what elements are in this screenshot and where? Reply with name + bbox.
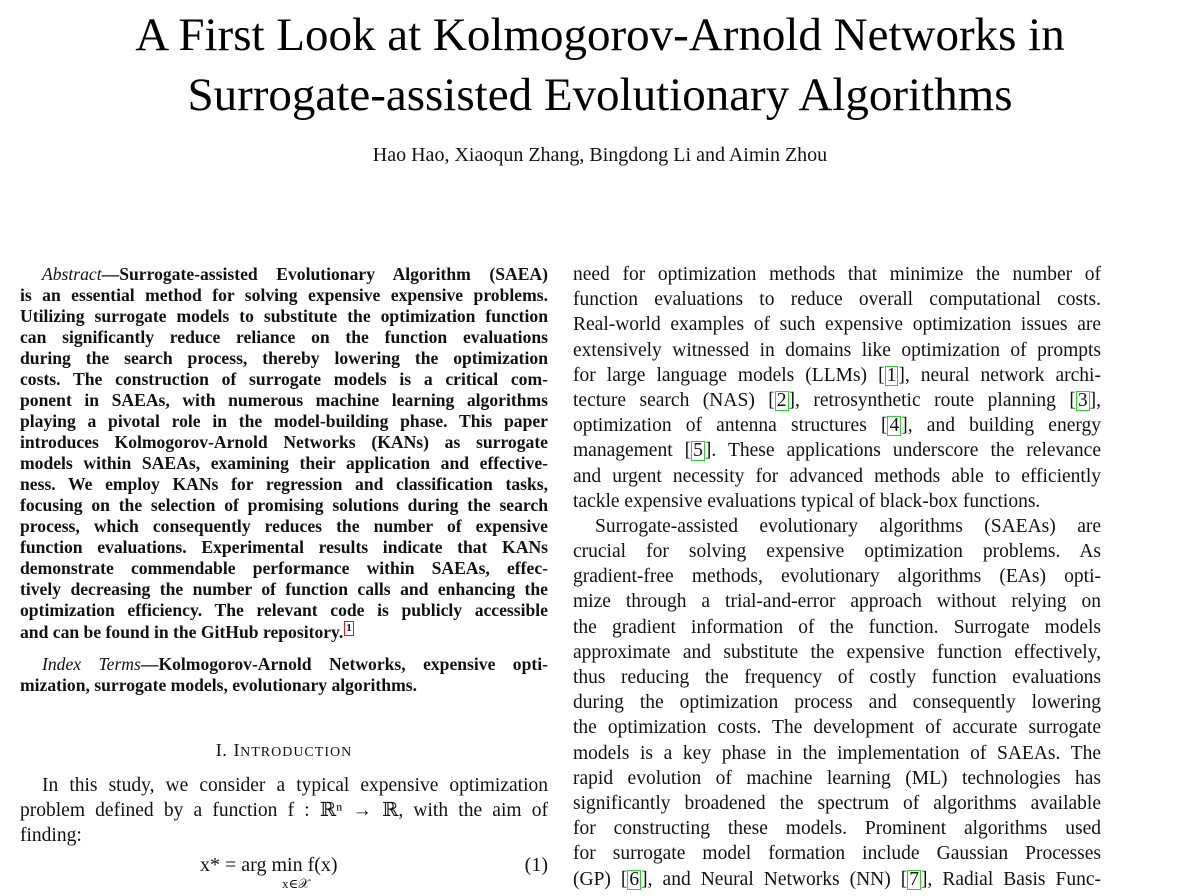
abstract-line [20, 285, 548, 306]
abstract-text: playing a pivotal role in the model-building phase. This paper [20, 411, 548, 431]
section-title-initial: I [233, 740, 241, 760]
abstract-text: models within SAEAs, examining their application and effective- [20, 453, 548, 473]
intro-line-3: finding: [20, 825, 82, 846]
paragraph-line [573, 388, 1101, 413]
paragraph-text: ]. These applications underscore the relevance [704, 440, 1101, 462]
abstract-text: can significantly reduce reliance on the function evaluations [20, 327, 548, 347]
abstract-text: focusing on the selection of promising solutions during the search [20, 495, 548, 515]
abstract-line [20, 369, 548, 390]
abstract-line [20, 306, 548, 327]
paragraph-line: extensively witnessed in domains like optimization of prompts [573, 339, 1101, 361]
paper-title-line2: Surrogate-assisted Evolutionary Algorithms [187, 69, 1013, 121]
abstract-text: and can be found in the GitHub repository. [20, 621, 344, 642]
paragraph-text: (GP) [ [573, 868, 628, 890]
abstract [20, 264, 548, 642]
paragraph-text: ], Radial Basis Func- [920, 868, 1101, 890]
abstract-text: demonstrate commendable performance within SAEAs, effec- [20, 558, 548, 578]
paragraph-line [573, 867, 1101, 892]
equation-subscript: x∈𝒳 [282, 876, 310, 891]
abstract-line [20, 474, 548, 495]
citation-link[interactable]: 1 [886, 364, 897, 386]
paragraph-text: management [ [573, 440, 692, 462]
paragraph-line: and urgent necessity for advanced methods able to efficiently [573, 465, 1101, 487]
paragraph-line: mize through a trial-and-error approach without relying on [573, 591, 1101, 613]
paragraph-line: Surrogate-assisted evolutionary algorithms (SAEAs) are [595, 515, 1101, 537]
paragraph-line [573, 413, 1101, 438]
citation-link[interactable]: 5 [693, 440, 703, 462]
abstract-line [20, 411, 548, 432]
abstract-text: Utilizing surrogate models to substitute the optimization function [20, 306, 548, 326]
abstract-text: is an essential method for solving expensive expensive problems. [20, 285, 548, 305]
abstract-line [20, 264, 548, 285]
paragraph-line: rapid evolution of machine learning (ML) technologies has [573, 767, 1101, 789]
abstract-text: optimization efficiency. The relevant code is publicly accessible [20, 600, 548, 620]
citation-link[interactable]: 6 [629, 868, 640, 890]
paragraph-line: tackle expensive evaluations typical of black-box functions. [573, 490, 1041, 512]
paragraph-line [573, 363, 1101, 388]
paragraph-line: crucial for solving expensive optimization problems. As [573, 541, 1101, 563]
abstract-line [20, 537, 548, 558]
section-number: I. [215, 740, 228, 760]
abstract-line [20, 558, 548, 579]
abstract-label: Abstract [42, 264, 102, 284]
abstract-line [20, 432, 548, 453]
index-terms-label: Index Terms [42, 654, 141, 674]
paragraph-text: ], neural network archi- [898, 364, 1101, 386]
paragraph-line: significantly broadened the spectrum of algorithms available [573, 792, 1101, 814]
paragraph-line: thus reducing the frequency of costly function evaluations [573, 667, 1101, 688]
paragraph-line: for constructing these models. Prominent algorithms used [573, 818, 1101, 840]
abstract-line [20, 516, 548, 537]
abstract-text: introduces Kolmogorov-Arnold Networks (KANs) as surrogate [20, 432, 548, 452]
paragraph-text: ], and building energy [901, 415, 1102, 437]
abstract-text: —Surrogate-assisted Evolutionary Algorithm (SAEA) [101, 264, 548, 284]
paragraph-line: models is a key phase in the implementation of SAEAs. The [573, 742, 1101, 764]
equation-expression: x* = arg min f(x) [200, 854, 338, 876]
paragraph-line: Real-world examples of such expensive optimization issues are [573, 314, 1101, 336]
abstract-line [20, 495, 548, 516]
left-column [20, 264, 548, 892]
citation-link[interactable]: 4 [889, 415, 900, 437]
paragraph-line: need for optimization methods that minimize the number of [573, 264, 1101, 285]
abstract-text: ness. We employ KANs for regression and classification tasks, [20, 474, 548, 494]
paragraph-text: for large language models (LLMs) [ [573, 364, 885, 386]
abstract-line [20, 390, 548, 411]
paragraph-line: the optimization costs. The development of accurate surrogate [573, 717, 1101, 739]
citation-link[interactable]: 3 [1077, 389, 1088, 411]
paragraph-text: ], [1089, 389, 1101, 411]
equation-1 [20, 852, 548, 892]
abstract-text: process, which consequently reduces the number of expensive [20, 516, 548, 536]
abstract-line [20, 600, 548, 621]
paper-title-line1: A First Look at Kolmogorov-Arnold Networks in [135, 9, 1065, 61]
abstract-line [20, 621, 548, 642]
paragraph-text: optimization of antenna structures [ [573, 415, 888, 437]
paragraph-line: function evaluations to reduce overall computational costs. [573, 289, 1101, 311]
paragraph-line: gradient-free methods, evolutionary algorithms (EAs) opti- [573, 566, 1101, 588]
citation-link[interactable]: 7 [909, 868, 919, 890]
abstract-text: function evaluations. Experimental results indicate that KANs [20, 537, 548, 557]
section-title-rest: NTRODUCTION [240, 745, 353, 760]
paragraph-text: tecture search (NAS) [ [573, 389, 775, 411]
index-terms-line2: mization, surrogate models, evolutionary algorithms. [20, 675, 417, 695]
footnote-link[interactable]: 1 [346, 622, 352, 634]
intro-line-2: problem defined by a function f : ℝⁿ → ℝ, with the aim of [20, 800, 548, 821]
abstract-line [20, 453, 548, 474]
paragraph-line: for surrogate model formation include Gaussian Processes [573, 843, 1101, 865]
equation-number: (1) [524, 854, 548, 876]
paragraph-line [573, 438, 1101, 463]
paragraph-text: ], retrosynthetic route planning [ [788, 389, 1076, 411]
abstract-line [20, 579, 548, 600]
abstract-line [20, 348, 548, 369]
authors: Hao Hao, Xiaoqun Zhang, Bingdong Li and Aimin Zhou [372, 144, 828, 166]
right-column [573, 262, 1101, 892]
abstract-line [20, 327, 548, 348]
paragraph-text: ], and Neural Networks (NN) [ [641, 868, 908, 890]
abstract-text: costs. The construction of surrogate models is a critical com- [20, 369, 548, 389]
section-heading [20, 739, 548, 761]
abstract-text: tively decreasing the number of function calls and enhancing the [20, 579, 548, 599]
paragraph-line: during the optimization process and consequently lowering [573, 692, 1101, 714]
index-terms-line1: —Kolmogorov-Arnold Networks, expensive opti- [140, 654, 548, 674]
abstract-text: during the search process, thereby lowering the optimization [20, 348, 548, 368]
paragraph-line: approximate and substitute the expensive function effectively, [573, 641, 1101, 663]
citation-link[interactable]: 2 [776, 389, 787, 411]
paragraph-line: the gradient information of the function. Surrogate models [573, 616, 1101, 638]
abstract-text: ponent in SAEAs, with numerous machine learning algorithms [20, 390, 548, 410]
intro-line-1: In this study, we consider a typical expensive optimization [42, 775, 548, 796]
index-terms [20, 654, 548, 696]
